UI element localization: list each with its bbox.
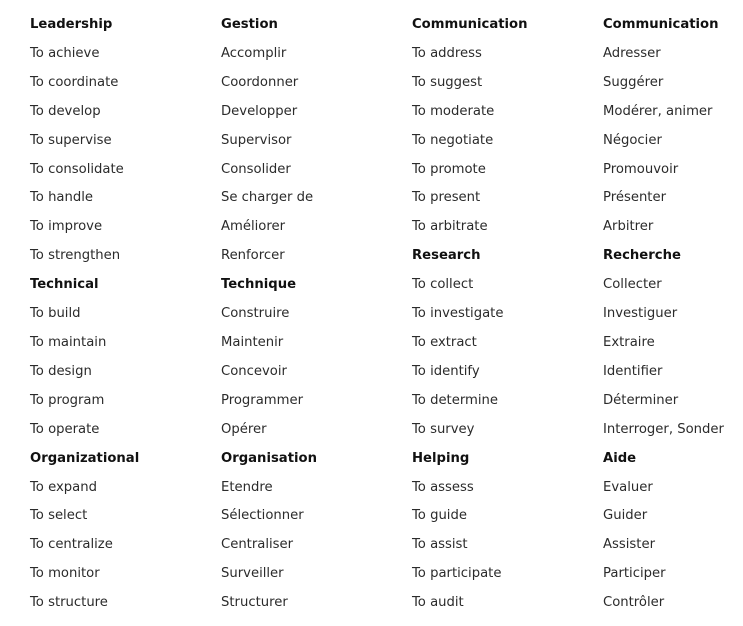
table-row bbox=[30, 502, 730, 531]
french-term: Construire bbox=[221, 306, 290, 322]
english-term: To expand bbox=[30, 479, 97, 495]
english-term: To collect bbox=[412, 277, 474, 293]
table-row bbox=[30, 329, 730, 358]
table-row bbox=[30, 416, 730, 445]
category-header: Helping bbox=[412, 450, 470, 466]
table-row bbox=[30, 184, 730, 213]
category-header: Communication bbox=[603, 17, 719, 32]
french-term: Identifier bbox=[603, 363, 663, 379]
category-header-row bbox=[30, 11, 730, 40]
english-term: To arbitrate bbox=[412, 219, 488, 235]
category-header: Leadership bbox=[30, 17, 113, 32]
table-row bbox=[30, 271, 730, 300]
category-header: Technique bbox=[221, 277, 297, 293]
english-term: To select bbox=[30, 508, 88, 524]
english-term: To suggest bbox=[412, 74, 483, 90]
english-term: To survey bbox=[412, 421, 475, 437]
french-term: Contrôler bbox=[603, 595, 665, 611]
french-term: Developper bbox=[221, 103, 298, 119]
french-term: Etendre bbox=[221, 479, 273, 495]
category-header: Communication bbox=[412, 17, 528, 32]
english-term: To promote bbox=[412, 161, 486, 177]
english-term: To identify bbox=[412, 363, 480, 379]
french-term: Investiguer bbox=[603, 306, 678, 322]
french-term: Déterminer bbox=[603, 392, 679, 408]
french-term: Renforcer bbox=[221, 248, 285, 264]
english-term: To design bbox=[30, 363, 92, 379]
english-term: To negotiate bbox=[412, 132, 494, 148]
french-term: Suggérer bbox=[603, 74, 664, 90]
english-term: To program bbox=[30, 392, 105, 408]
english-term: To supervise bbox=[30, 132, 112, 148]
english-term: To centralize bbox=[30, 537, 113, 553]
french-term: Extraire bbox=[603, 334, 655, 350]
category-header: Recherche bbox=[603, 248, 681, 264]
table-row bbox=[30, 156, 730, 185]
table-row bbox=[30, 98, 730, 127]
table-row bbox=[30, 589, 730, 618]
french-term: Maintenir bbox=[221, 334, 284, 350]
french-term: Surveiller bbox=[221, 566, 284, 582]
table-row bbox=[30, 387, 730, 416]
english-term: To structure bbox=[30, 595, 108, 611]
table-row bbox=[30, 358, 730, 387]
table-row bbox=[30, 560, 730, 589]
french-term: Accomplir bbox=[221, 45, 287, 61]
french-term: Consolider bbox=[221, 161, 291, 177]
french-term: Coordonner bbox=[221, 74, 299, 90]
vocabulary-table bbox=[30, 11, 730, 618]
french-term: Participer bbox=[603, 566, 666, 582]
category-header: Research bbox=[412, 248, 481, 264]
category-header: Aide bbox=[603, 450, 637, 466]
table-row bbox=[30, 40, 730, 69]
table-row bbox=[30, 127, 730, 156]
english-term: To assist bbox=[412, 537, 468, 553]
category-header: Organisation bbox=[221, 450, 317, 466]
english-term: To handle bbox=[30, 190, 94, 206]
english-term: To maintain bbox=[30, 334, 107, 350]
table-row bbox=[30, 531, 730, 560]
french-term: Promouvoir bbox=[603, 161, 679, 177]
english-term: To participate bbox=[412, 566, 502, 582]
english-term: To extract bbox=[412, 334, 477, 350]
english-term: To consolidate bbox=[30, 161, 124, 177]
french-term: Présenter bbox=[603, 190, 667, 206]
english-term: To achieve bbox=[30, 45, 100, 61]
french-term: Concevoir bbox=[221, 363, 287, 379]
french-term: Améliorer bbox=[221, 219, 286, 235]
english-term: To develop bbox=[30, 103, 101, 119]
english-term: To coordinate bbox=[30, 74, 119, 90]
french-term: Supervisor bbox=[221, 132, 292, 148]
french-term: Guider bbox=[603, 508, 648, 524]
english-term: To moderate bbox=[412, 103, 495, 119]
table-row bbox=[30, 213, 730, 242]
french-term: Programmer bbox=[221, 392, 304, 408]
french-term: Centraliser bbox=[221, 537, 294, 553]
french-term: Collecter bbox=[603, 277, 662, 293]
category-header: Organizational bbox=[30, 450, 140, 466]
french-term: Sélectionner bbox=[221, 508, 304, 524]
category-header: Gestion bbox=[221, 17, 278, 32]
french-term: Assister bbox=[603, 537, 656, 553]
english-term: To present bbox=[412, 190, 481, 206]
english-term: To guide bbox=[412, 508, 467, 524]
french-term: Structurer bbox=[221, 595, 288, 611]
vocabulary-table-body bbox=[30, 11, 730, 618]
category-header-row bbox=[30, 445, 730, 474]
english-term: To monitor bbox=[30, 566, 100, 582]
french-term: Interroger, Sonder bbox=[603, 421, 724, 437]
french-term: Modérer, animer bbox=[603, 103, 713, 119]
english-term: To operate bbox=[30, 421, 100, 437]
table-row bbox=[30, 69, 730, 98]
english-term: To build bbox=[30, 306, 81, 322]
french-term: Se charger de bbox=[221, 190, 314, 206]
category-header: Technical bbox=[30, 277, 99, 293]
english-term: To improve bbox=[30, 219, 103, 235]
english-term: To audit bbox=[412, 595, 464, 611]
french-term: Négocier bbox=[603, 132, 662, 148]
english-term: To determine bbox=[412, 392, 499, 408]
french-term: Adresser bbox=[603, 45, 661, 61]
english-term: To strengthen bbox=[30, 248, 121, 264]
french-term: Evaluer bbox=[603, 479, 653, 495]
table-row bbox=[30, 300, 730, 329]
french-term: Opérer bbox=[221, 421, 267, 437]
french-term: Arbitrer bbox=[603, 219, 654, 235]
table-row bbox=[30, 474, 730, 503]
table-row bbox=[30, 242, 730, 271]
english-term: To address bbox=[412, 45, 482, 61]
english-term: To assess bbox=[412, 479, 474, 495]
english-term: To investigate bbox=[412, 306, 504, 322]
